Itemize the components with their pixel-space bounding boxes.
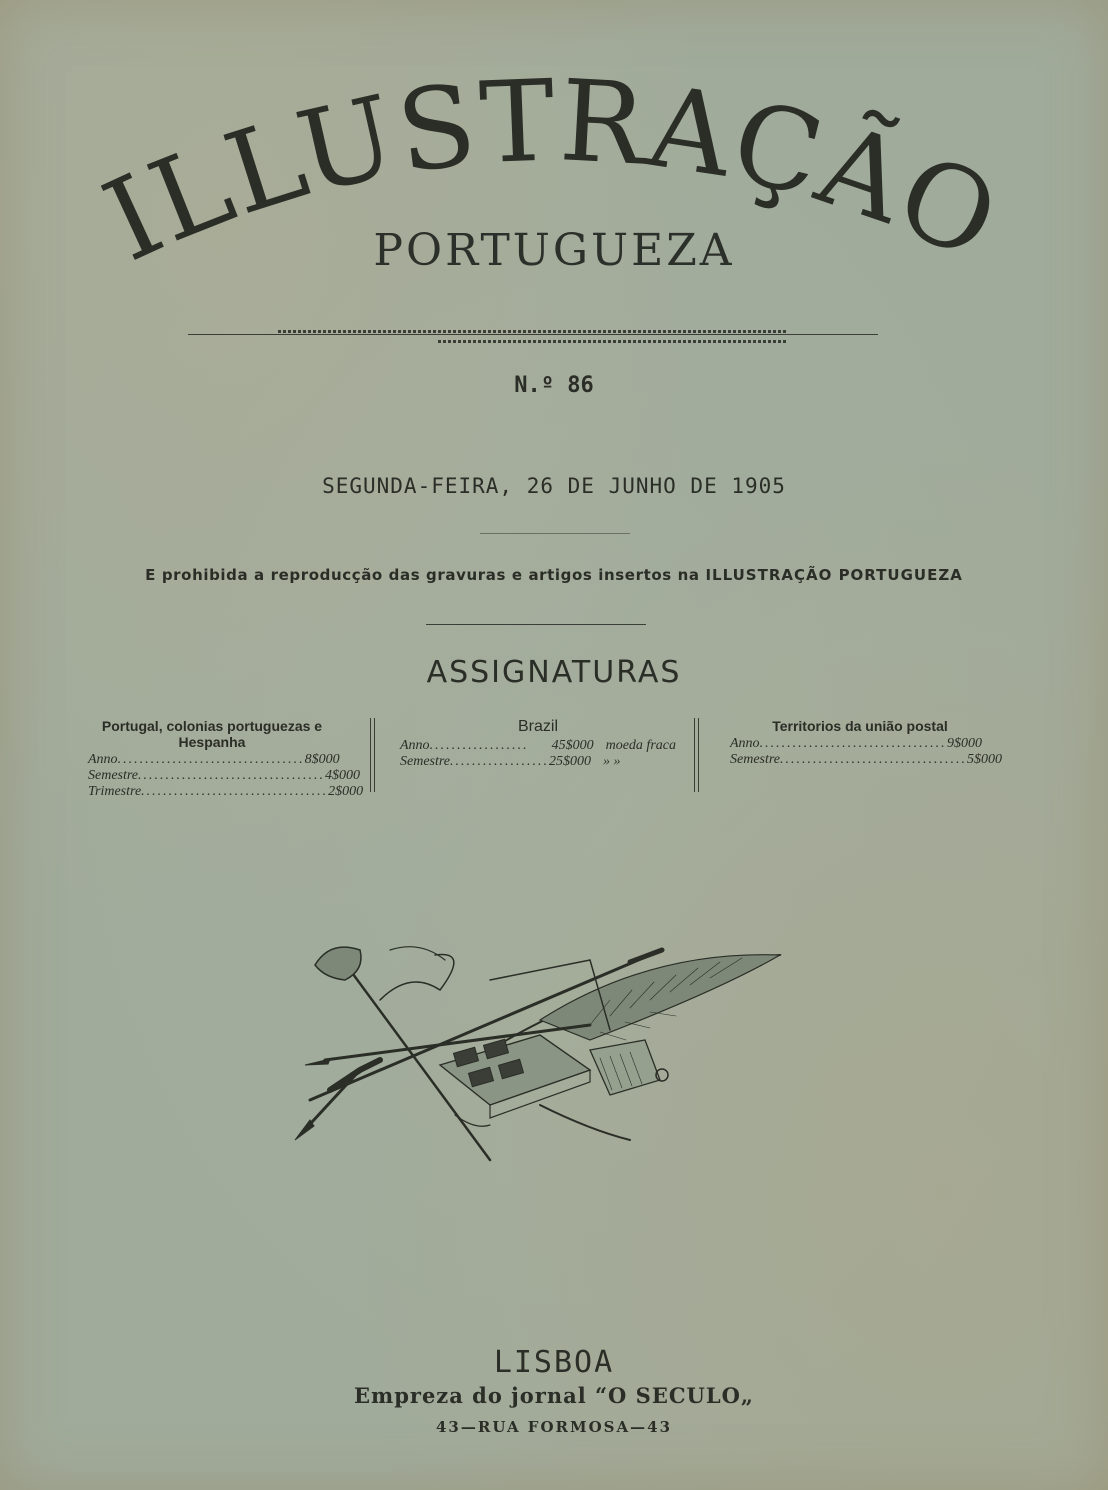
column-heading: Brazil (517, 718, 558, 735)
rate-label: Semestre (730, 752, 781, 767)
rate-value: 9$000 (947, 736, 982, 751)
column-divider (370, 718, 375, 792)
imprint-publisher: Empreza do jornal “O SECULO„ (353, 1383, 755, 1408)
subscription-column-brazil (400, 718, 676, 770)
rate-note: » » (603, 754, 621, 769)
masthead-ornament-rule (278, 330, 786, 333)
rate-label: Trimestre (88, 784, 142, 799)
imprint-address: 43—RUA FORMOSA—43 (435, 1418, 673, 1436)
rate-row (400, 754, 676, 770)
rate-value: 45$000 (551, 738, 594, 753)
notice-rule (426, 624, 646, 625)
rate-row (88, 752, 338, 768)
leader-dots: .................................. (141, 784, 329, 799)
leader-dots: .................................. (780, 752, 968, 767)
rate-row (400, 738, 676, 754)
rate-label: Anno (88, 752, 118, 767)
rate-value: 25$000 (549, 754, 592, 769)
rate-value: 8$000 (304, 752, 340, 767)
imprint-city: LISBOA (493, 1345, 615, 1380)
rate-label: Semestre (400, 754, 451, 769)
leader-dots: .................................. (138, 768, 326, 783)
subscription-column-postal-union (730, 718, 1003, 768)
rate-value: 2$000 (328, 784, 364, 799)
leader-dots: .................. (450, 754, 550, 769)
masthead-title: ILLUSTRAÇÃO (86, 70, 1018, 280)
date-rule (480, 533, 630, 534)
rate-label: Semestre (88, 768, 139, 783)
rate-row (730, 752, 1003, 768)
issue-date: SEGUNDA-FEIRA, 26 DE JUNHO DE 1905 (322, 474, 786, 498)
leader-dots: .................. (429, 738, 529, 753)
rate-row (88, 768, 361, 784)
quill-pens-inkstand-icon (290, 930, 790, 1170)
column-heading: Territorios da união postal (772, 718, 948, 734)
masthead-ornament-rule-lower (438, 340, 786, 343)
masthead-subtitle: PORTUGUEZA (373, 225, 735, 276)
issue-number: N.º 86 (514, 373, 594, 398)
column-divider (694, 718, 699, 792)
notice-brand: ILLUSTRAÇÃO PORTUGUEZA (705, 566, 963, 584)
rate-label: Anno (730, 736, 760, 751)
rate-value: 4$000 (325, 768, 361, 783)
leader-dots: .................................. (759, 736, 947, 751)
rate-row (730, 736, 982, 752)
subscription-column-portugal (72, 718, 364, 800)
leader-dots: .................................. (117, 752, 305, 767)
engraving (290, 930, 790, 1170)
rate-label: Anno (400, 738, 430, 753)
masthead-rule (188, 334, 878, 335)
rate-note: moeda fraca (605, 738, 676, 753)
copyright-notice (0, 566, 1108, 584)
subscriptions-title: ASSIGNATURAS (426, 655, 682, 690)
rate-row (88, 784, 364, 800)
column-heading: Portugal, colonias portuguezas e Hespanha (101, 718, 323, 750)
notice-text: E prohibida a reproducção das gravuras e artigos insertos na (145, 566, 700, 584)
rate-value: 5$000 (967, 752, 1003, 767)
